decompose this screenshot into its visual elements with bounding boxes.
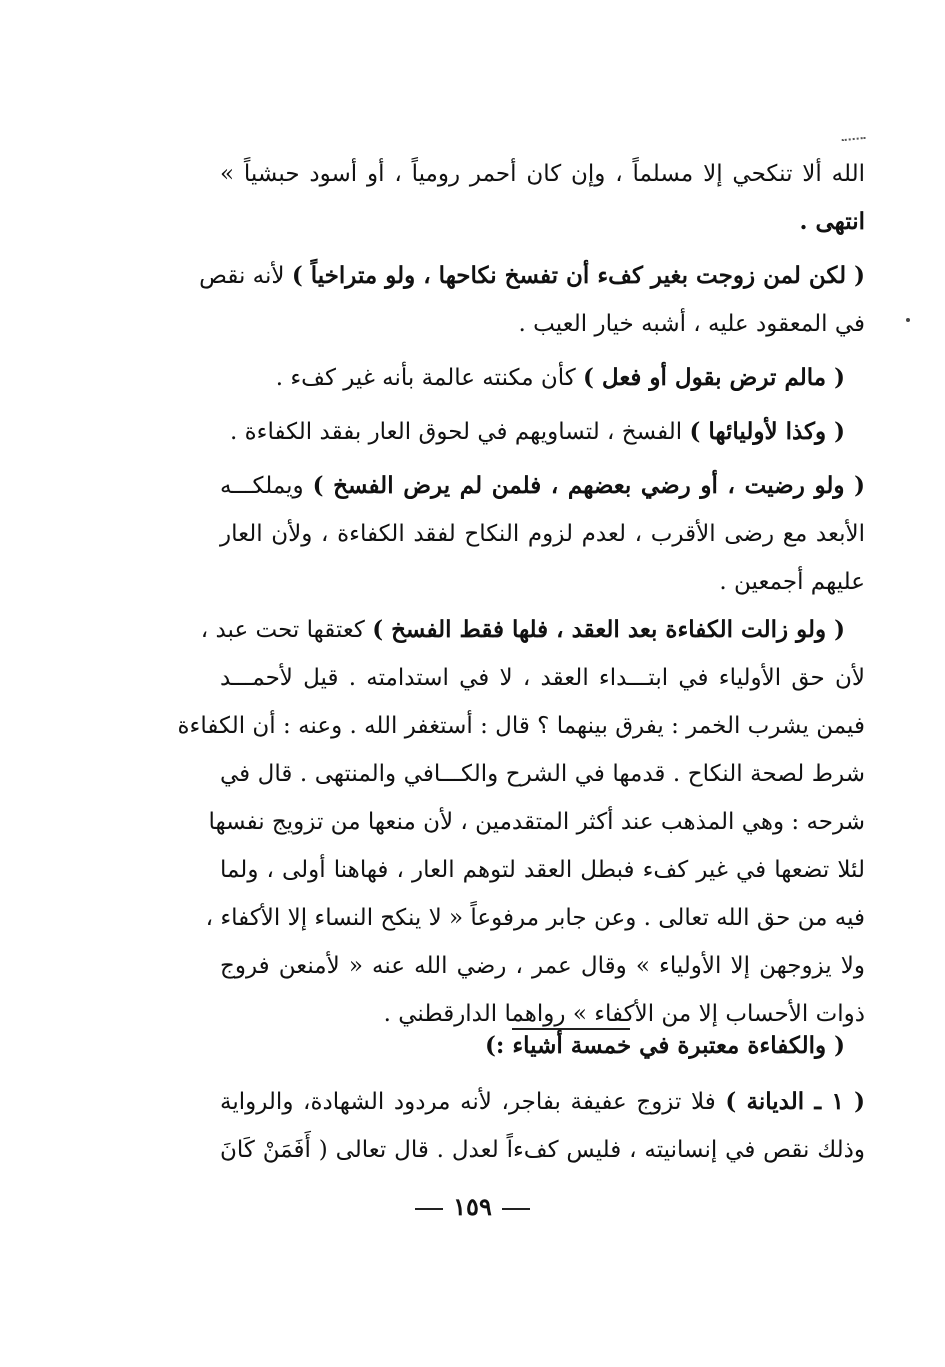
page-number-value: ١٥٩ (453, 1192, 492, 1221)
margin-dot (906, 318, 910, 322)
text-line: شرحه : وهي المذهب عند أكثر المتقدمين ، لأن منعها من تزويج نفسها (208, 809, 865, 835)
text-line (220, 354, 865, 402)
text-line: ولا يزوجهن إلا الأولياء » وقال عمر ، رضي الله عنه « لأمنعن فروج (220, 953, 865, 979)
matn-text: ( مالم ترض بقول أو فعل ) (583, 364, 845, 391)
text-line: وذلك نقص في إنسانيته ، فليس كفءاً لعدل . قال تعالى ( أَفَمَنْ كَانَ (220, 1137, 865, 1163)
text-line: شرط لصحة النكاح . قدمها في الشرح والكـــافي والمنتهى . قال في (220, 761, 865, 787)
corner-mark (842, 137, 867, 147)
matn-text: ( ١ ـ الديانة ) (725, 1088, 865, 1115)
text-line (220, 1078, 865, 1126)
text-line: عليهم أجمعين . (719, 569, 865, 595)
sharh-text: الفسخ ، لتساويهم في لحوق العار بفقد الكفاءة . (229, 419, 690, 445)
text-line (220, 408, 865, 456)
sharh-text: ويملكـــه (220, 473, 313, 499)
text-line (199, 252, 865, 300)
text-line: انتهى . (799, 208, 865, 235)
text-line: لئلا تضعها في غير كفء فبطل العقد لتوهم العار ، فهاهنا أولى ، ولما (220, 857, 865, 883)
text-line: في المعقود عليه ، أشبه خيار العيب . (518, 311, 865, 337)
text-line: فيه من حق الله تعالى . وعن جابر مرفوعاً « لا ينكح النساء إلا الأكفاء ، (205, 905, 865, 931)
paragraph-guardians (220, 408, 865, 456)
paragraph-loss-of-equality (177, 606, 865, 1038)
text-line (220, 462, 865, 510)
sharh-text: فلا تزوج عفيفة بفاجر، لأنه مردود الشهادة، والرواية (220, 1089, 726, 1115)
text-line: لأن حق الأولياء في ابتـــداء العقد ، لا في استدامته . قيل لأحمـــد (220, 665, 865, 691)
paragraph-unless-consent (220, 354, 865, 402)
text-line: فيمن يشرب الخمر : يفرق بينهما ؟ قال : أستغفر الله . وعنه : أن الكفاءة (177, 713, 865, 739)
text-line: الأبعد مع رضى الأقرب ، لعدم لزوم النكاح لفقد الكفاءة ، ولأن العار (220, 521, 865, 547)
text-line (200, 606, 865, 654)
matn-text: ( ولو رضيت ، أو رضي بعضهم ، فلمن لم يرض الفسخ ) (312, 472, 865, 499)
sharh-text: لأنه نقص (199, 263, 292, 289)
page-number (0, 1192, 945, 1221)
paragraph-religion (220, 1078, 865, 1174)
text-line: الله ألا تنكحي إلا مسلماً ، وإن كان أحمر رومياً ، أو أسود حبشياً » (220, 161, 865, 187)
matn-text: ( ولو زالت الكفاءة بعد العقد ، فلها فقط الفسخ ) (372, 616, 845, 643)
matn-text: ( وكذا لأوليائها ) (689, 418, 845, 445)
section-heading-five-things (220, 1022, 865, 1070)
text-line: ( والكفاءة معتبرة في خمسة أشياء :) (484, 1032, 845, 1059)
page-number-dash (502, 1208, 530, 1210)
sharh-text: كأن مكنته عالمة بأنه غير كفء . (275, 365, 584, 391)
text-line: ذوات الأحساب إلا من الأكفاء » رواهما الدارقطني . (383, 1001, 865, 1027)
page-number-dash (415, 1208, 443, 1210)
matn-text: ( لكن لمن زوجت بغير كفء أن تفسخ نكاحها ، ولو متراخياً ) (291, 262, 865, 289)
paragraph-hadith-end (220, 150, 865, 246)
paragraph-annulment-right (199, 252, 865, 348)
sharh-text: كعتقها تحت عبد ، (200, 617, 373, 643)
paragraph-partial-consent (220, 462, 865, 606)
